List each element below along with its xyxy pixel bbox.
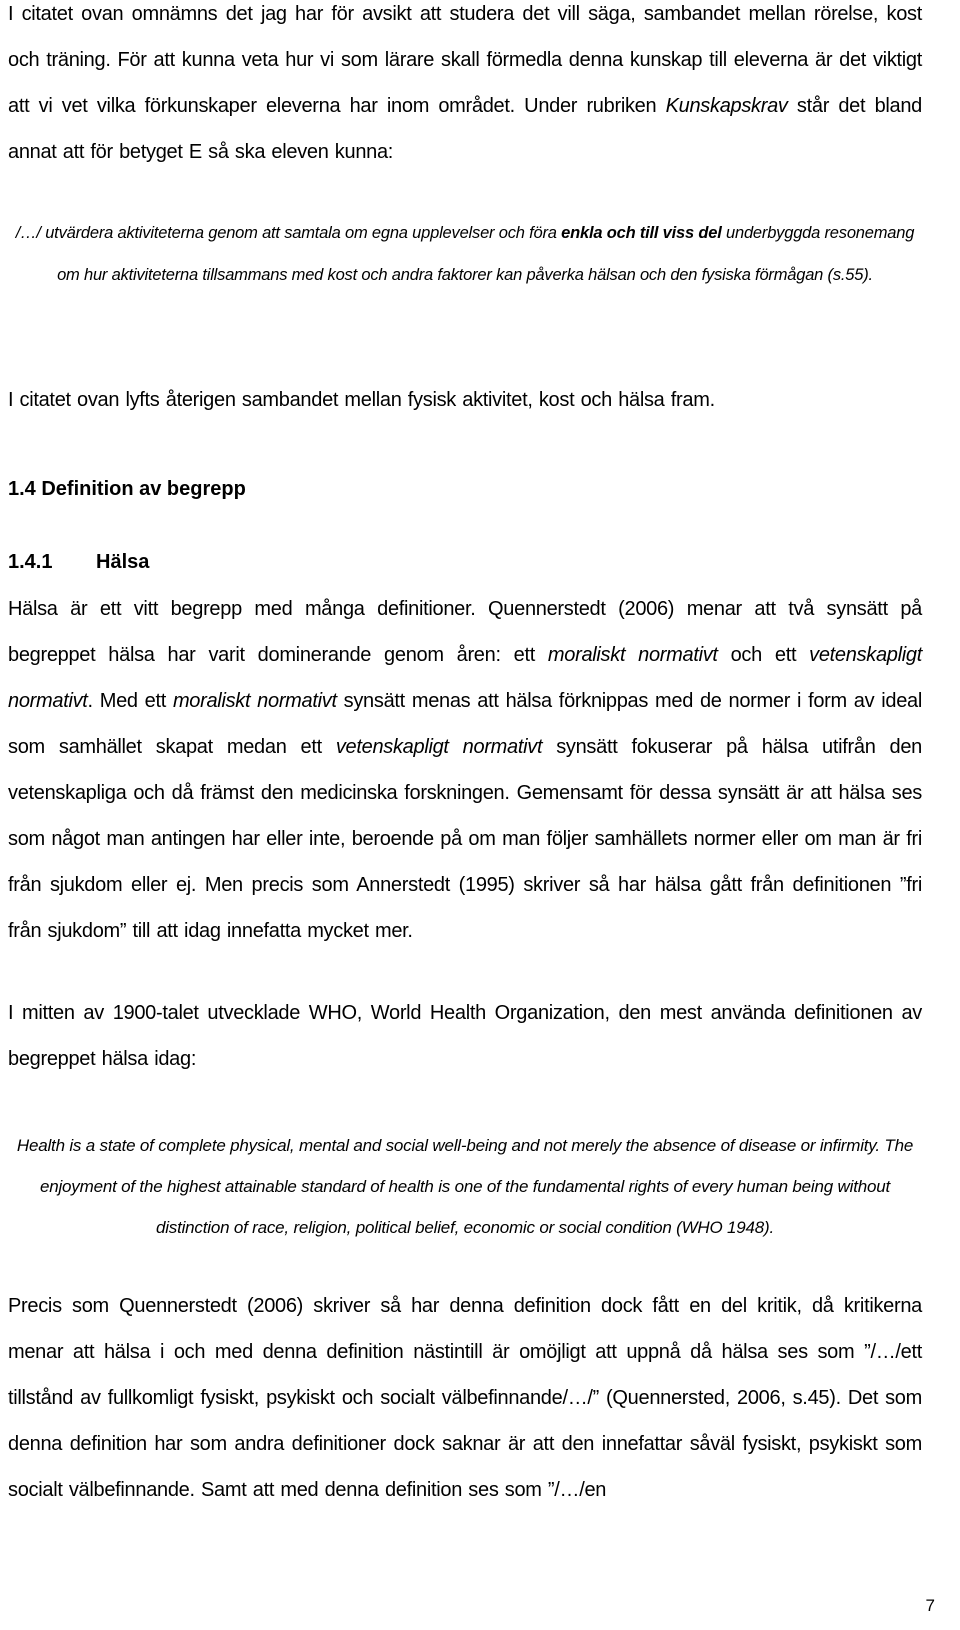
health-definitions-paragraph [8,586,922,954]
subsection-title: Hälsa [96,551,150,573]
term-moraliskt-normativt: moraliskt normativt [547,644,718,666]
subsection-number: 1.4.1 [8,551,53,573]
term-vetenskapligt-normativt-2: vetenskapligt normativt [335,736,543,758]
summary-paragraph: I citatet ovan lyfts återigen sambandet mellan fysisk aktivitet, kost och hälsa fram. [8,389,715,411]
intro-paragraph [8,0,922,175]
intro-text-1: I citatet ovan omnämns det jag har för avsikt att studera det vill säga, sambandet mellan rörelse, kost och träning. För att kunna veta hur vi som lärare skall förmedla denna kunskap till eleverna är det viktigt att vi vet vilka förkunskaper eleverna har inom området. Under rubriken [8,3,922,117]
term-moraliskt-normativt-2: moraliskt normativt [172,690,337,712]
critique-paragraph: Precis som Quennerstedt (2006) skriver så har denna definition dock fått en del kritik, då kritikerna menar att hälsa i och med denna definition nästintill är omöjligt att uppnå då hälsa ses som ”/…/ett tillstånd av fullkomligt fysiskt, psykiskt och socialt välbefinnande/…/” (Quennersted, 2006, s.45). Det som denna definition har som andra definitioner dock saknar är att den innefattar såväl fysiskt, psykiskt som socialt välbefinnande. Samt att med denna definition ses som ”/…/en [8,1295,922,1501]
health-text-4: synsätt menas att hälsa förknippas med de normer i form av ideal som samhället skapat medan ett [8,690,923,758]
health-text-2: och ett [717,644,810,666]
intro-text-2: står det bland annat att för betyget E så ska eleven kunna: [8,95,923,163]
who-definition-quote: Health is a state of complete physical, mental and social well-being and not merely the absence of disease or infirmity. The enjoyment of the highest attainable standard of health is one of the fundamental rights of every human being without distinction of race, religion, political belief, economic or social condition (WHO 1948). [16,1136,914,1237]
term-vetenskapligt-normativt: vetenskapligt normativt [8,644,922,712]
health-text-5: synsätt fokuserar på hälsa utifrån den vetenskapliga och då främst den medicinska forskningen. Gemensamt för dessa synsätt är att hälsa ses som något man antingen har eller inte, beroende på om man följer samhällets normer eller om man är fri från sjukdom eller ej. Men precis som Annerstedt (1995) skriver så har hälsa gått från definitionen ”fri från sjukdom” till att idag innefatta mycket mer. [8,736,922,942]
kunskapskrav-term: Kunskapskrav [665,95,788,117]
health-text-3: . Med ett [87,690,173,712]
section-heading: 1.4 Definition av begrepp [8,478,246,500]
who-intro-paragraph: I mitten av 1900-talet utvecklade WHO, World Health Organization, den mest använda definitionen av begreppet hälsa idag: [8,1002,922,1070]
subsection-heading [8,551,922,574]
curriculum-quote-text-1: /…/ utvärdera aktiviteterna genom att samtala om egna upplevelser och föra [15,224,562,242]
health-text-1: Hälsa är ett vitt begrepp med många definitioner. Quennerstedt (2006) menar att två synsätt på begreppet hälsa har varit dominerande genom åren: ett [8,598,922,666]
page-number: 7 [925,1596,935,1615]
curriculum-quote-text-2: underbyggda resonemang om hur aktiviteterna tillsammans med kost och andra faktorer kan påverka hälsan och den fysiska förmågan (s.55). [57,224,915,284]
curriculum-quote [8,212,922,296]
curriculum-quote-bold: enkla och till viss del [561,224,722,242]
